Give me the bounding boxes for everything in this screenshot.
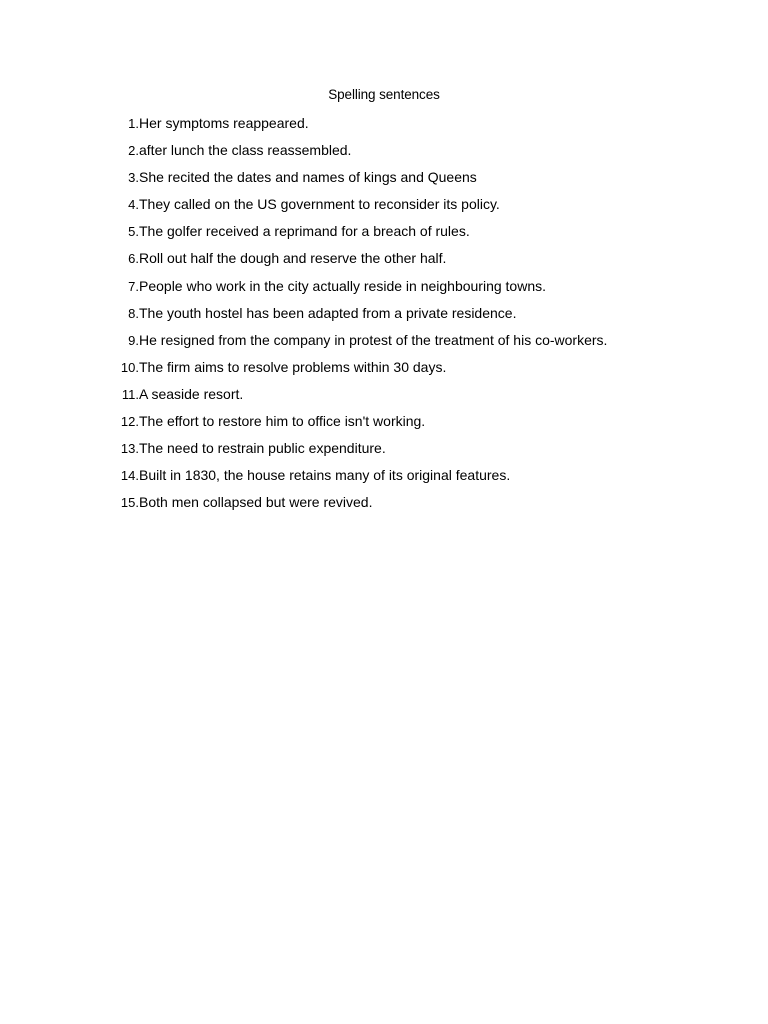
item-number [104,467,139,485]
item-number-label: 9. [128,332,139,348]
item-number-label: 14. [120,468,139,484]
item-number [104,250,139,268]
item-number [104,305,139,323]
list-item [104,385,724,412]
item-text: after lunch the class reassembled. [139,142,352,159]
list-item [104,114,724,141]
item-number [104,278,139,296]
item-text: A seaside resort. [139,385,244,402]
list-item [104,168,724,195]
item-number [104,115,139,133]
list-item [104,195,724,222]
item-text: She recited the dates and names of kings and Queens [139,169,477,186]
page-title: Spelling sentences [328,87,440,102]
list-item [104,222,724,249]
item-number-label: 3. [128,170,139,186]
item-text: Both men collapsed but were revived. [139,494,373,511]
item-number-label: 4. [128,197,139,213]
list-item [104,358,724,385]
item-number [104,359,139,377]
item-number-label: 15. [120,495,139,511]
item-number [104,413,139,431]
item-number [104,196,139,214]
list-item [104,277,724,304]
item-number [104,169,139,187]
item-text: The golfer received a reprimand for a breach of rules. [139,223,470,240]
item-number [104,386,139,404]
item-number-label: 5. [128,224,139,240]
item-number-label: 6. [128,251,139,267]
item-number [104,142,139,160]
item-number-label: 8. [128,305,139,321]
item-number-label: 2. [128,143,139,159]
item-number-label: 7. [128,278,139,294]
item-text: Her symptoms reappeared. [139,115,309,131]
sentence-list [104,114,724,520]
item-text: The firm aims to resolve problems within 30 days. [139,358,447,375]
item-text: He resigned from the company in protest of the treatment of his co-workers. [139,331,608,348]
item-text: The youth hostel has been adapted from a private residence. [139,304,517,321]
item-number-label: 1. [128,116,139,131]
list-item [104,331,724,358]
item-number [104,440,139,458]
item-number-label: 11. [121,386,139,402]
item-text: The need to restrain public expenditure. [139,440,386,457]
list-item [104,466,724,493]
item-text: Built in 1830, the house retains many of its original features. [139,467,511,484]
list-item [104,304,724,331]
list-item [104,249,724,276]
item-text: Roll out half the dough and reserve the other half. [139,250,447,267]
list-item [104,141,724,168]
item-text: The effort to restore him to office isn't working. [139,413,426,430]
item-number-label: 10. [120,359,139,375]
item-number [104,494,139,512]
list-item [104,439,724,466]
list-item [104,493,724,520]
list-item [104,412,724,439]
item-number-label: 12. [120,414,139,430]
item-text: People who work in the city actually reside in neighbouring towns. [139,277,547,294]
item-number-label: 13. [120,441,139,457]
item-number [104,332,139,350]
item-text: They called on the US government to reconsider its policy. [139,196,500,213]
item-number [104,223,139,241]
